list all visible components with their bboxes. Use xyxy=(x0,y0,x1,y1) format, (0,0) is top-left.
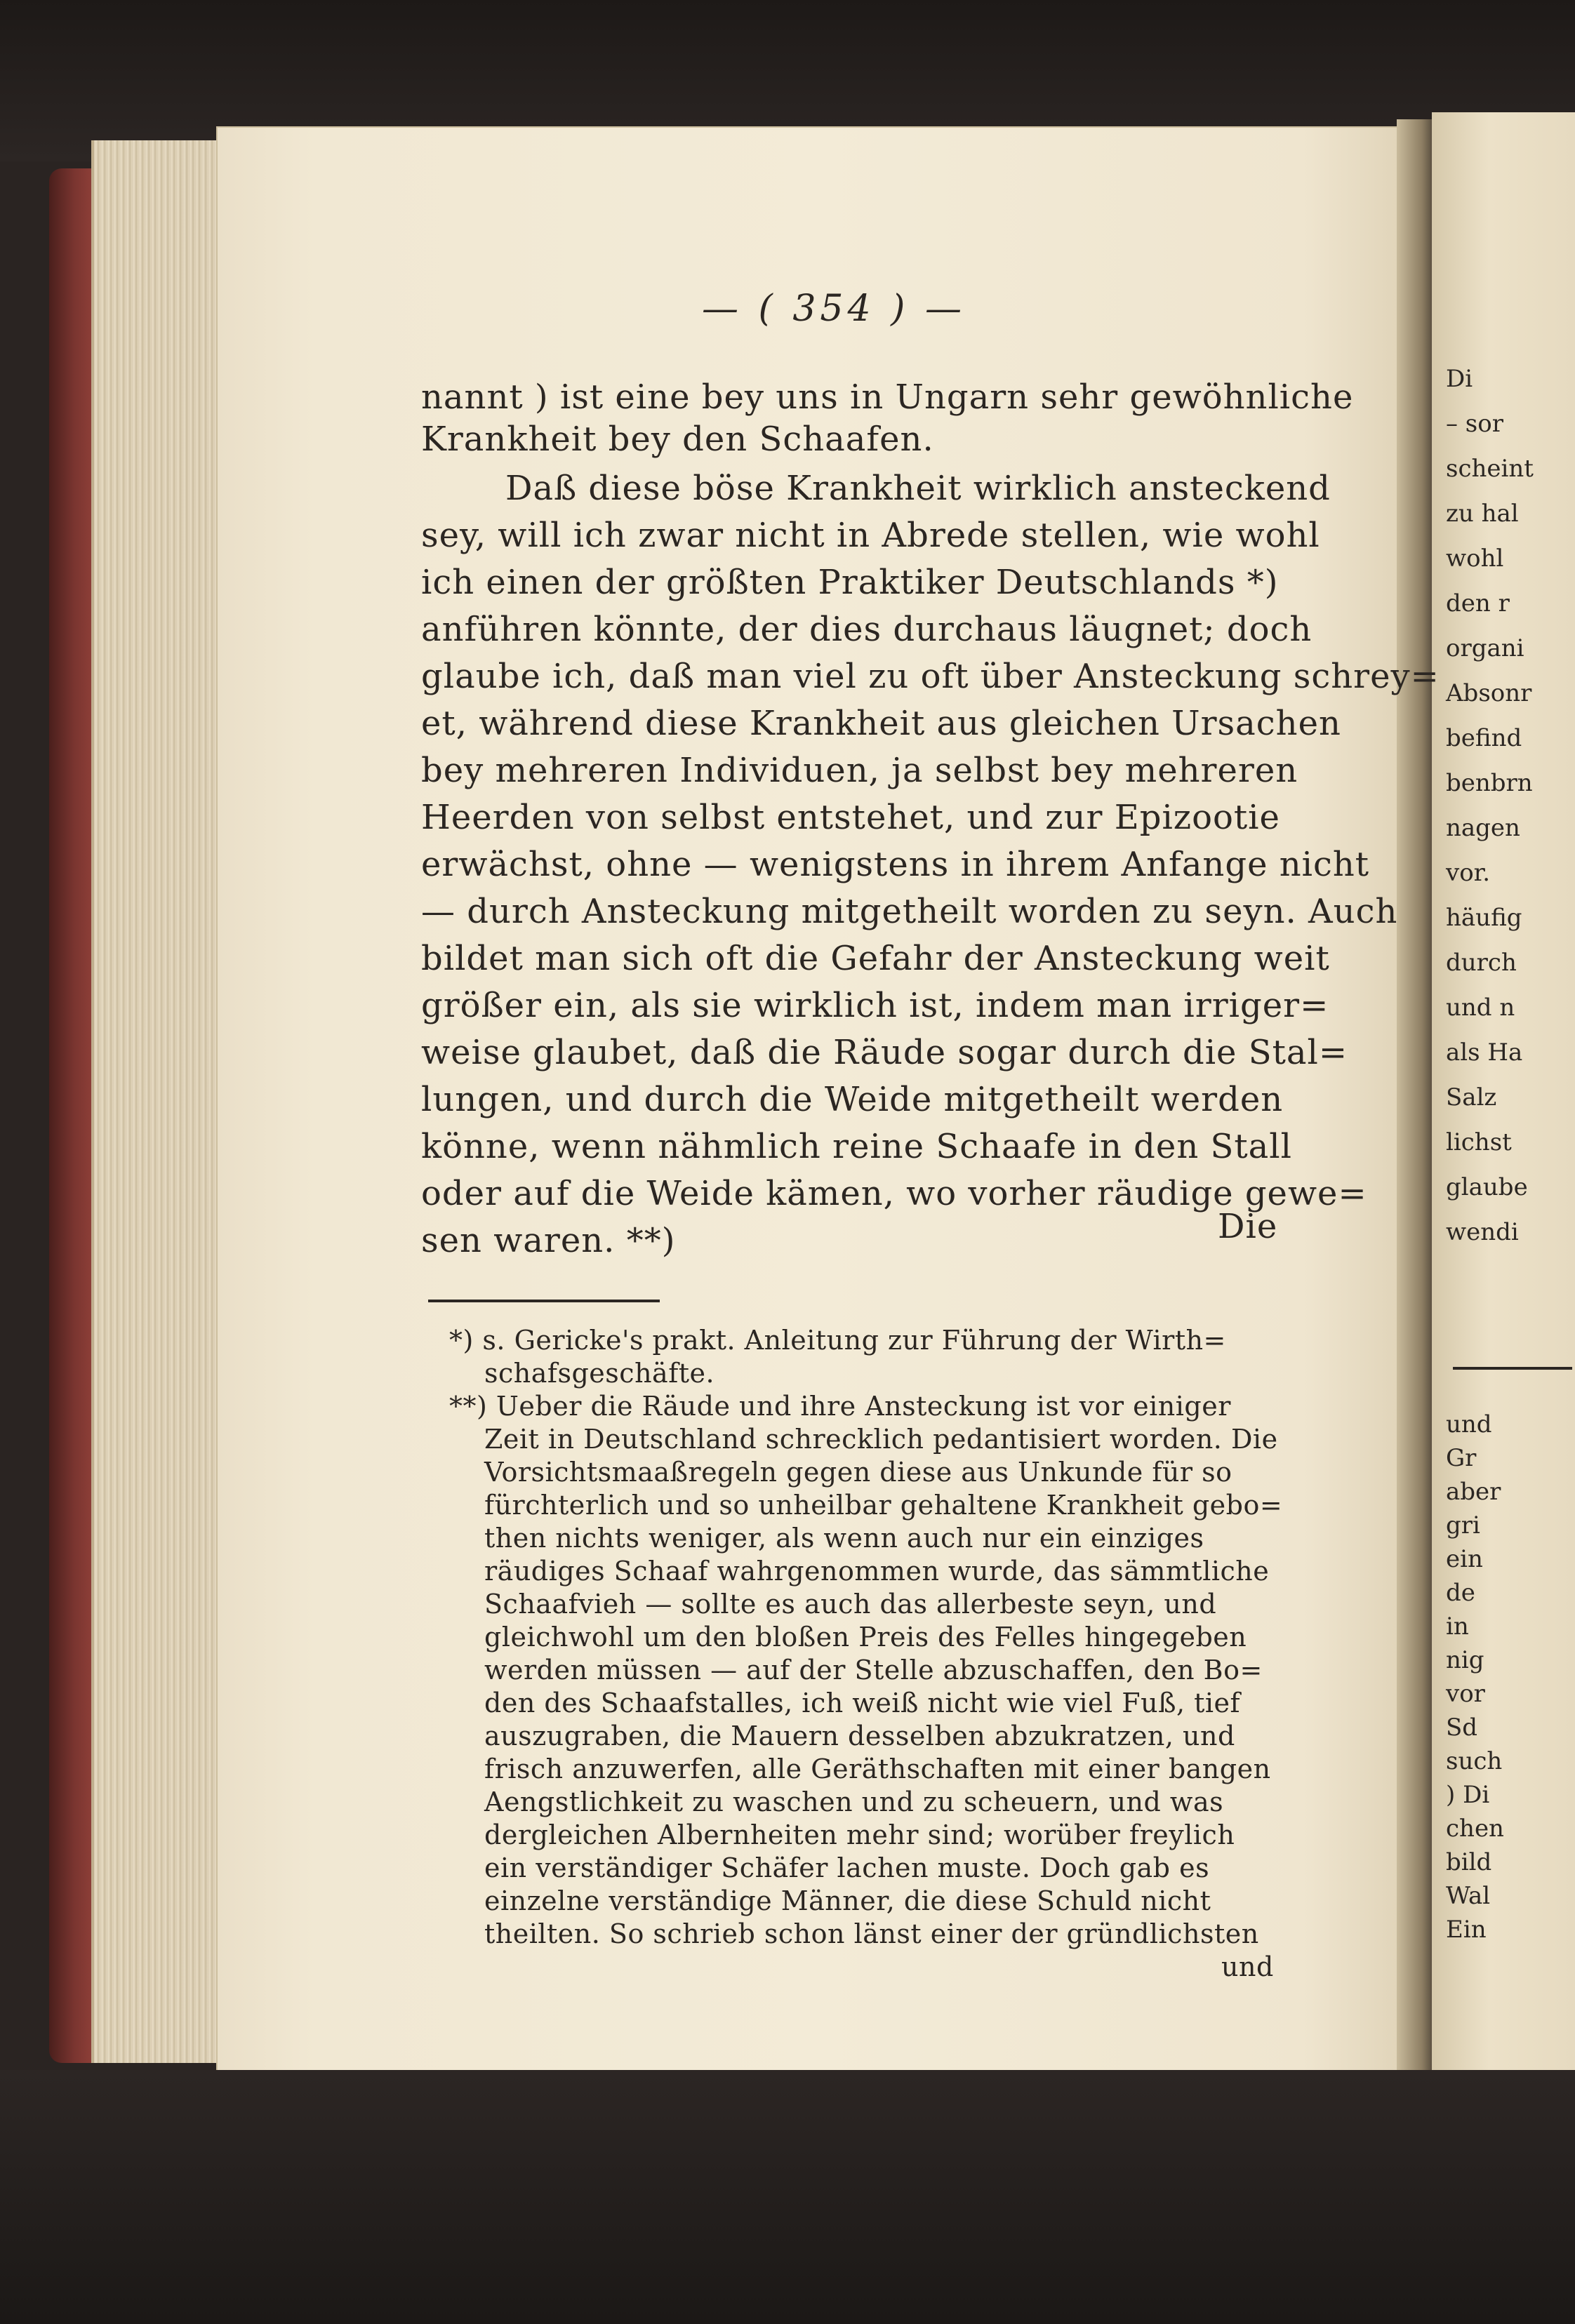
facing-page-footnotes xyxy=(1439,1410,1572,1986)
footnote-line: frisch anzuwerfen, alle Geräthschaften mit einer bangen xyxy=(484,1754,1271,1784)
footnote-line: then nichts weniger, als wenn auch nur ein einziges xyxy=(484,1523,1204,1554)
facing-fn-fragment: chen xyxy=(1446,1815,1504,1843)
facing-fn-fragment: ) Di xyxy=(1446,1781,1490,1809)
facing-fn-fragment: Sd xyxy=(1446,1714,1478,1742)
facing-fragment: scheint xyxy=(1446,455,1534,483)
main-line: nannt ) ist eine bey uns in Ungarn sehr gewöhnliche xyxy=(421,378,1354,417)
footnote-catchword: und xyxy=(1221,1951,1274,1982)
facing-fragment: organi xyxy=(1446,634,1524,662)
facing-fn-fragment: vor xyxy=(1446,1680,1485,1708)
facing-footnote-rule xyxy=(1453,1367,1572,1370)
footnote-line: Zeit in Deutschland schrecklich pedantisiert worden. Die xyxy=(484,1424,1278,1455)
facing-fragment: lichst xyxy=(1446,1128,1512,1156)
main-line: — durch Ansteckung mitgetheilt worden zu seyn. Auch xyxy=(421,892,1398,931)
footnote-line: gleichwohl um den bloßen Preis des Felles hingegeben xyxy=(484,1622,1247,1652)
main-line: Heerden von selbst entstehet, und zur Epizootie xyxy=(421,798,1280,837)
footnote-line: theilten. So schrieb schon länst einer der gründlichsten xyxy=(484,1918,1259,1949)
background-bottom xyxy=(0,2070,1575,2324)
facing-fragment: Absonr xyxy=(1446,679,1532,707)
facing-fn-fragment: nig xyxy=(1446,1646,1484,1674)
footnote-line: schafsgeschäfte. xyxy=(484,1358,715,1389)
main-line: sey, will ich zwar nicht in Abrede stellen, wie wohl xyxy=(421,516,1320,555)
facing-fn-fragment: such xyxy=(1446,1747,1503,1775)
main-line: et, während diese Krankheit aus gleichen Ursachen xyxy=(421,704,1341,743)
main-line: ich einen der größten Praktiker Deutschlands *) xyxy=(421,563,1279,602)
facing-fragment: Di xyxy=(1446,365,1473,393)
footnote-line: einzelne verständige Männer, die diese Schuld nicht xyxy=(484,1885,1211,1916)
footnote-line: räudiges Schaaf wahrgenommen wurde, das sämmtliche xyxy=(484,1556,1270,1587)
footnote-line: fürchterlich und so unheilbar gehaltene Krankheit gebo= xyxy=(484,1490,1283,1521)
main-line: oder auf die Weide kämen, wo vorher räudige gewe= xyxy=(421,1174,1367,1213)
facing-fragment: wendi xyxy=(1446,1218,1519,1246)
main-line: glaube ich, daß man viel zu oft über Ansteckung schrey= xyxy=(421,657,1440,696)
facing-fragment: Salz xyxy=(1446,1083,1497,1111)
facing-fragment: häufig xyxy=(1446,904,1522,932)
main-line: Krankheit bey den Schaafen. xyxy=(421,420,934,459)
footnote-line: dergleichen Albernheiten mehr sind; worüber freylich xyxy=(484,1819,1235,1850)
main-line: größer ein, als sie wirklich ist, indem man irriger= xyxy=(421,986,1329,1025)
footnote-line: **) Ueber die Räude und ihre Ansteckung ist vor einiger xyxy=(449,1391,1231,1422)
main-catchword: Die xyxy=(1218,1207,1278,1246)
footnote-line: Schaafvieh — sollte es auch das allerbeste seyn, und xyxy=(484,1589,1217,1620)
page-stack-edges xyxy=(91,140,227,2063)
facing-fragment: durch xyxy=(1446,949,1517,977)
facing-fn-fragment: Ein xyxy=(1446,1916,1487,1944)
facing-fn-fragment: de xyxy=(1446,1579,1475,1607)
footnote-rule xyxy=(428,1300,660,1302)
footnote-line: Vorsichtsmaaßregeln gegen diese aus Unkunde für so xyxy=(484,1457,1232,1488)
footnote-line: den des Schaafstalles, ich weiß nicht wie viel Fuß, tief xyxy=(484,1688,1241,1718)
footnote-line: *) s. Gericke's prakt. Anleitung zur Führung der Wirth= xyxy=(449,1325,1226,1356)
facing-fragment: als Ha xyxy=(1446,1039,1523,1067)
facing-fn-fragment: und xyxy=(1446,1410,1492,1438)
facing-fragment: nagen xyxy=(1446,814,1520,842)
main-line: könne, wenn nähmlich reine Schaafe in den Stall xyxy=(421,1127,1292,1166)
facing-fn-fragment: aber xyxy=(1446,1478,1501,1506)
facing-fn-fragment: Wal xyxy=(1446,1882,1491,1910)
facing-fragment: den r xyxy=(1446,589,1510,617)
page-header: — ( 354 ) — xyxy=(702,288,966,330)
main-line: erwächst, ohne — wenigstens in ihrem Anfange nicht xyxy=(421,845,1370,884)
footnote-line: Aengstlichkeit zu waschen und zu scheuern, und was xyxy=(484,1787,1224,1817)
main-line: sen waren. **) xyxy=(421,1221,676,1260)
facing-fragment: und n xyxy=(1446,994,1515,1022)
facing-fn-fragment: Gr xyxy=(1446,1444,1477,1472)
footnote-line: auszugraben, die Mauern desselben abzukratzen, und xyxy=(484,1721,1235,1751)
facing-fn-fragment: bild xyxy=(1446,1848,1492,1876)
facing-fragment: benbrn xyxy=(1446,769,1533,797)
facing-fn-fragment: gri xyxy=(1446,1511,1480,1540)
facing-fragment: vor. xyxy=(1446,859,1491,887)
main-line: weise glaubet, daß die Räude sogar durch die Stal= xyxy=(421,1033,1348,1072)
main-line: lungen, und durch die Weide mitgetheilt werden xyxy=(421,1080,1284,1119)
facing-fragment: glaube xyxy=(1446,1173,1528,1201)
facing-fn-fragment: in xyxy=(1446,1612,1469,1641)
main-line: bey mehreren Individuen, ja selbst bey mehreren xyxy=(421,751,1298,790)
facing-page-text xyxy=(1439,365,1572,1347)
facing-fragment: – sor xyxy=(1446,410,1503,438)
facing-fragment: befind xyxy=(1446,724,1522,752)
main-line: anführen könnte, der dies durchaus läugnet; doch xyxy=(421,610,1312,649)
main-line: Daß diese böse Krankheit wirklich ansteckend xyxy=(505,469,1331,508)
main-line: bildet man sich oft die Gefahr der Ansteckung weit xyxy=(421,939,1330,978)
footnote-line: werden müssen — auf der Stelle abzuschaffen, den Bo= xyxy=(484,1655,1263,1685)
facing-fragment: wohl xyxy=(1446,545,1504,573)
footnote-line: ein verständiger Schäfer lachen muste. Doch gab es xyxy=(484,1852,1210,1883)
facing-fragment: zu hal xyxy=(1446,500,1519,528)
facing-fn-fragment: ein xyxy=(1446,1545,1483,1573)
